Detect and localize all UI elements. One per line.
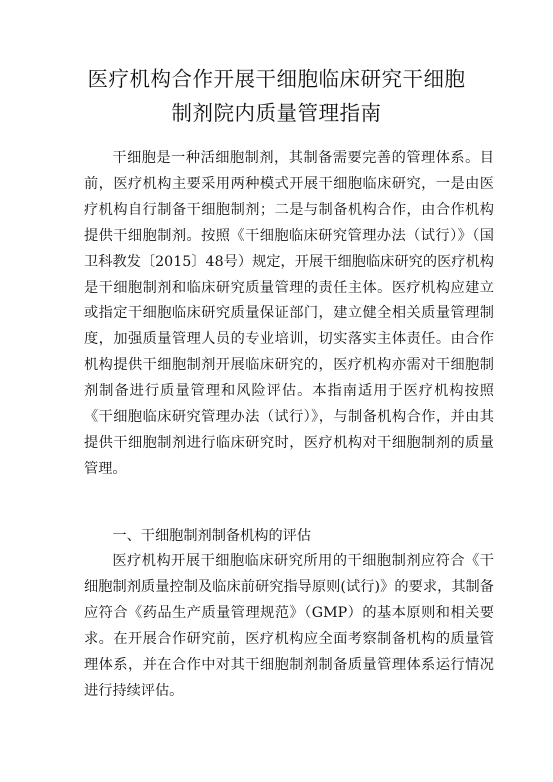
intro-paragraph: 干细胞是一种活细胞制剂，其制备需要完善的管理体系。目前，医疗机构主要采用两种模式开展干细胞临床研究，一是由医疗机构自行制备干细胞制剂；二是与制备机构合作，由合作机构提供干细胞制剂。按照《干细胞临床研究管理办法（试行）》（国卫科教发〔2015〕48号）规定，开展干细胞临床研究的医疗机构是干细胞制剂和临床研究质量管理的责任主体。医疗机构应建立或指定干细胞临床研究质量保证部门，建立健全相关质量管理制度，加强质量管理人员的专业培训，切实落实主体责任。由合作机构提供干细胞制剂开展临床研究的，医疗机构亦需对干细胞制剂制备进行质量管理和风险评估。本指南适用于医疗机构按照《干细胞临床研究管理办法（试行）》，与制备机构合作，并由其提供干细胞制剂进行临床研究时，医疗机构对干细胞制剂的质量管理。	[84, 150, 494, 477]
section-paragraph: 医疗机构开展干细胞临床研究所用的干细胞制剂应符合《干细胞制剂质量控制及临床前研究指导原则(试行)》的要求，其制备应符合《药品生产质量管理规范》（GMP）的基本原则和相关要求。在开展合作研究前，医疗机构应全面考察制备机构的质量管理体系，并在合作中对其干细胞制剂制备质量管理体系运行情况进行持续评估。	[84, 553, 494, 699]
title-line-2: 制剂院内质量管理指南	[171, 101, 382, 125]
section-heading: 一、干细胞制剂制备机构的评估	[112, 528, 312, 544]
document-title	[40, 62, 513, 130]
title-line-1: 医疗机构合作开展干细胞临床研究干细胞	[87, 67, 466, 91]
